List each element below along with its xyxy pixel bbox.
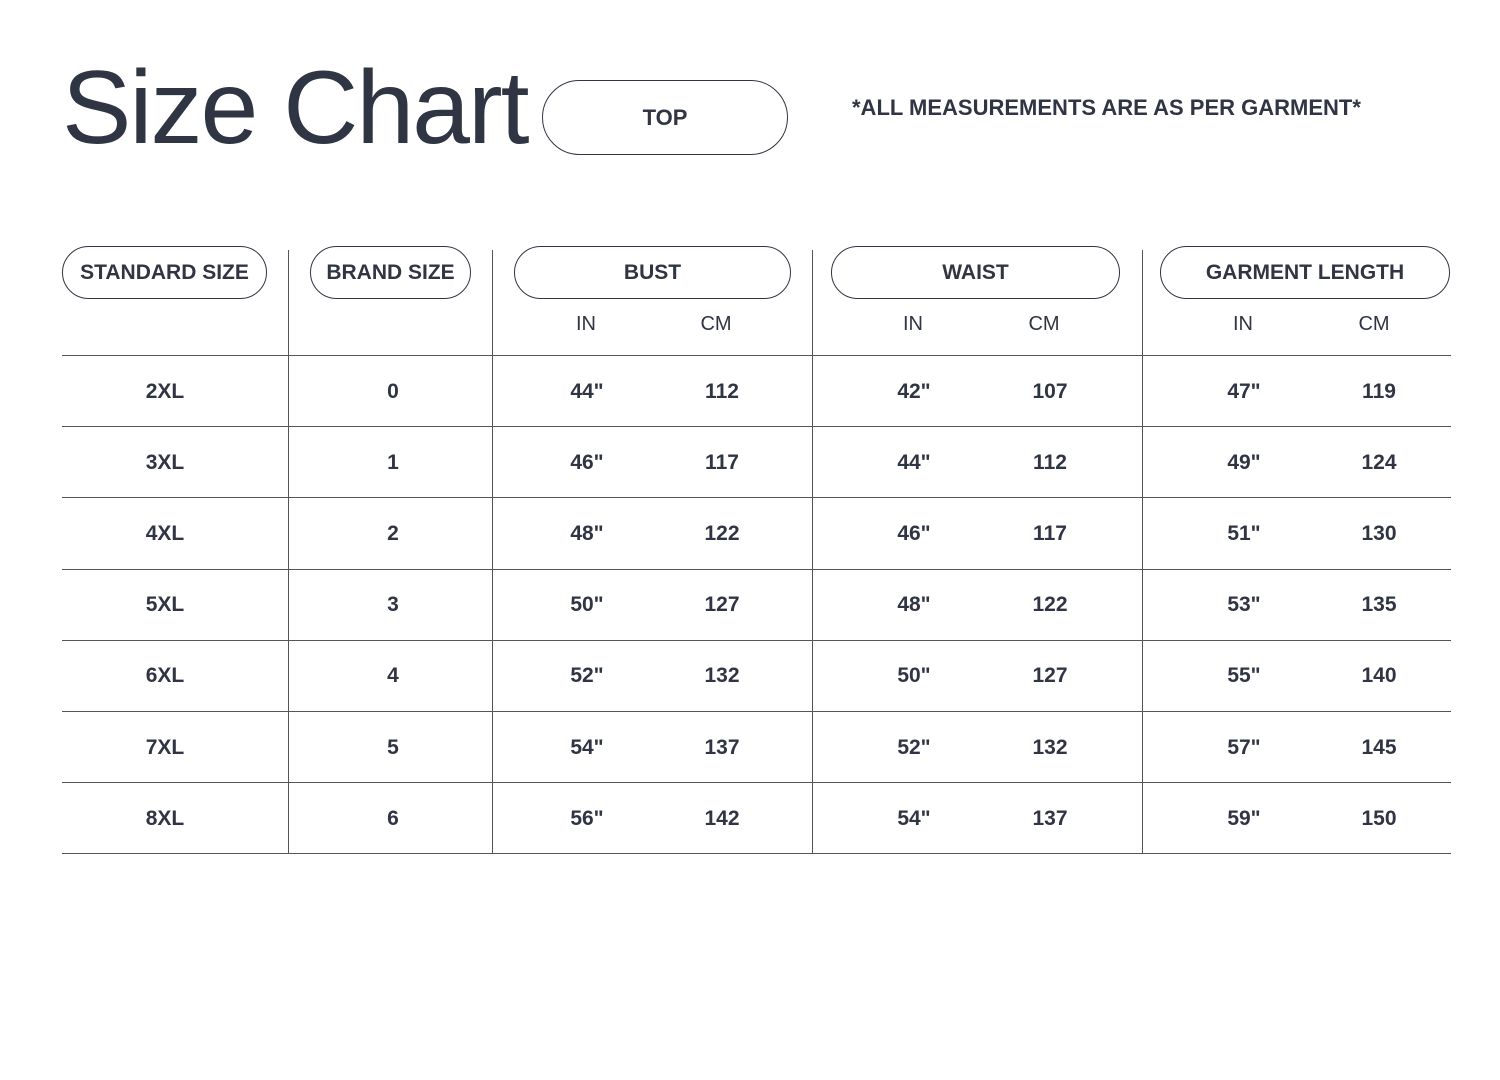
unit-length-in: IN — [1233, 313, 1253, 335]
cell-length-cm: 124 — [1361, 450, 1397, 474]
cell-bust-cm: 112 — [705, 379, 739, 403]
cell-bust-in: 50" — [570, 593, 604, 617]
cell-waist-in: 44" — [897, 450, 931, 474]
cell-standard-size: 3XL — [145, 450, 185, 474]
cell-bust-cm: 122 — [704, 521, 740, 545]
cell-length-in: 49" — [1227, 450, 1261, 474]
cell-waist-in: 48" — [897, 593, 931, 617]
header-garment-length: GARMENT LENGTH — [1160, 246, 1450, 299]
cell-waist-cm: 127 — [1032, 664, 1068, 688]
cell-length-cm: 145 — [1361, 735, 1397, 759]
cell-length-cm: 150 — [1361, 806, 1397, 830]
row-divider — [62, 853, 1451, 854]
cell-length-in: 55" — [1227, 664, 1261, 688]
table-row — [0, 641, 1500, 712]
unit-bust-in: IN — [576, 313, 596, 335]
header-standard-size: STANDARD SIZE — [62, 246, 267, 299]
cell-bust-cm: 132 — [704, 664, 740, 688]
unit-waist-in: IN — [903, 313, 923, 335]
cell-waist-in: 54" — [897, 806, 931, 830]
unit-length-cm: CM — [1358, 313, 1390, 335]
table-row — [0, 498, 1500, 569]
cell-length-in: 57" — [1227, 735, 1261, 759]
cell-waist-in: 46" — [897, 521, 931, 545]
cell-waist-cm: 132 — [1032, 735, 1068, 759]
cell-bust-cm: 142 — [704, 806, 740, 830]
table-row — [0, 427, 1500, 498]
cell-standard-size: 4XL — [145, 521, 185, 545]
cell-brand-size: 4 — [387, 664, 399, 688]
cell-standard-size: 6XL — [145, 664, 185, 688]
unit-waist-cm: CM — [1028, 313, 1060, 335]
cell-waist-cm: 112 — [1033, 450, 1067, 474]
header-bust: BUST — [514, 246, 791, 299]
cell-length-in: 51" — [1227, 521, 1261, 545]
header-brand-size: BRAND SIZE — [310, 246, 471, 299]
cell-length-cm: 130 — [1361, 521, 1397, 545]
cell-standard-size: 2XL — [145, 379, 185, 403]
cell-length-cm: 140 — [1361, 664, 1397, 688]
table-row — [0, 356, 1500, 427]
unit-bust-cm: CM — [700, 313, 732, 335]
cell-bust-cm: 127 — [704, 593, 740, 617]
cell-brand-size: 1 — [387, 450, 399, 474]
cell-bust-in: 54" — [570, 735, 604, 759]
cell-brand-size: 5 — [387, 735, 399, 759]
cell-standard-size: 7XL — [145, 735, 185, 759]
cell-waist-cm: 137 — [1032, 806, 1068, 830]
cell-brand-size: 6 — [387, 806, 399, 830]
table-row — [0, 712, 1500, 783]
cell-waist-in: 42" — [897, 379, 931, 403]
cell-standard-size: 8XL — [145, 806, 185, 830]
cell-waist-in: 52" — [897, 735, 931, 759]
cell-waist-cm: 107 — [1032, 379, 1068, 403]
table-row — [0, 570, 1500, 641]
cell-length-in: 59" — [1227, 806, 1261, 830]
cell-bust-cm: 117 — [705, 450, 739, 474]
cell-waist-cm: 122 — [1032, 593, 1068, 617]
cell-bust-in: 46" — [570, 450, 604, 474]
measurement-note: *ALL MEASUREMENTS ARE AS PER GARMENT* — [852, 95, 1361, 120]
table-row — [0, 783, 1500, 854]
cell-bust-cm: 137 — [704, 735, 740, 759]
cell-bust-in: 56" — [570, 806, 604, 830]
cell-brand-size: 2 — [387, 521, 399, 545]
cell-bust-in: 48" — [570, 521, 604, 545]
cell-brand-size: 3 — [387, 593, 399, 617]
cell-length-in: 53" — [1227, 593, 1261, 617]
category-badge: TOP — [542, 80, 788, 155]
cell-waist-in: 50" — [897, 664, 931, 688]
cell-bust-in: 52" — [570, 664, 604, 688]
cell-standard-size: 5XL — [145, 593, 185, 617]
cell-waist-cm: 117 — [1033, 521, 1067, 545]
cell-brand-size: 0 — [387, 379, 399, 403]
cell-length-cm: 119 — [1362, 379, 1396, 403]
cell-bust-in: 44" — [570, 379, 604, 403]
cell-length-cm: 135 — [1361, 593, 1397, 617]
header-waist: WAIST — [831, 246, 1120, 299]
cell-length-in: 47" — [1227, 379, 1261, 403]
page-title: Size Chart — [62, 50, 528, 166]
